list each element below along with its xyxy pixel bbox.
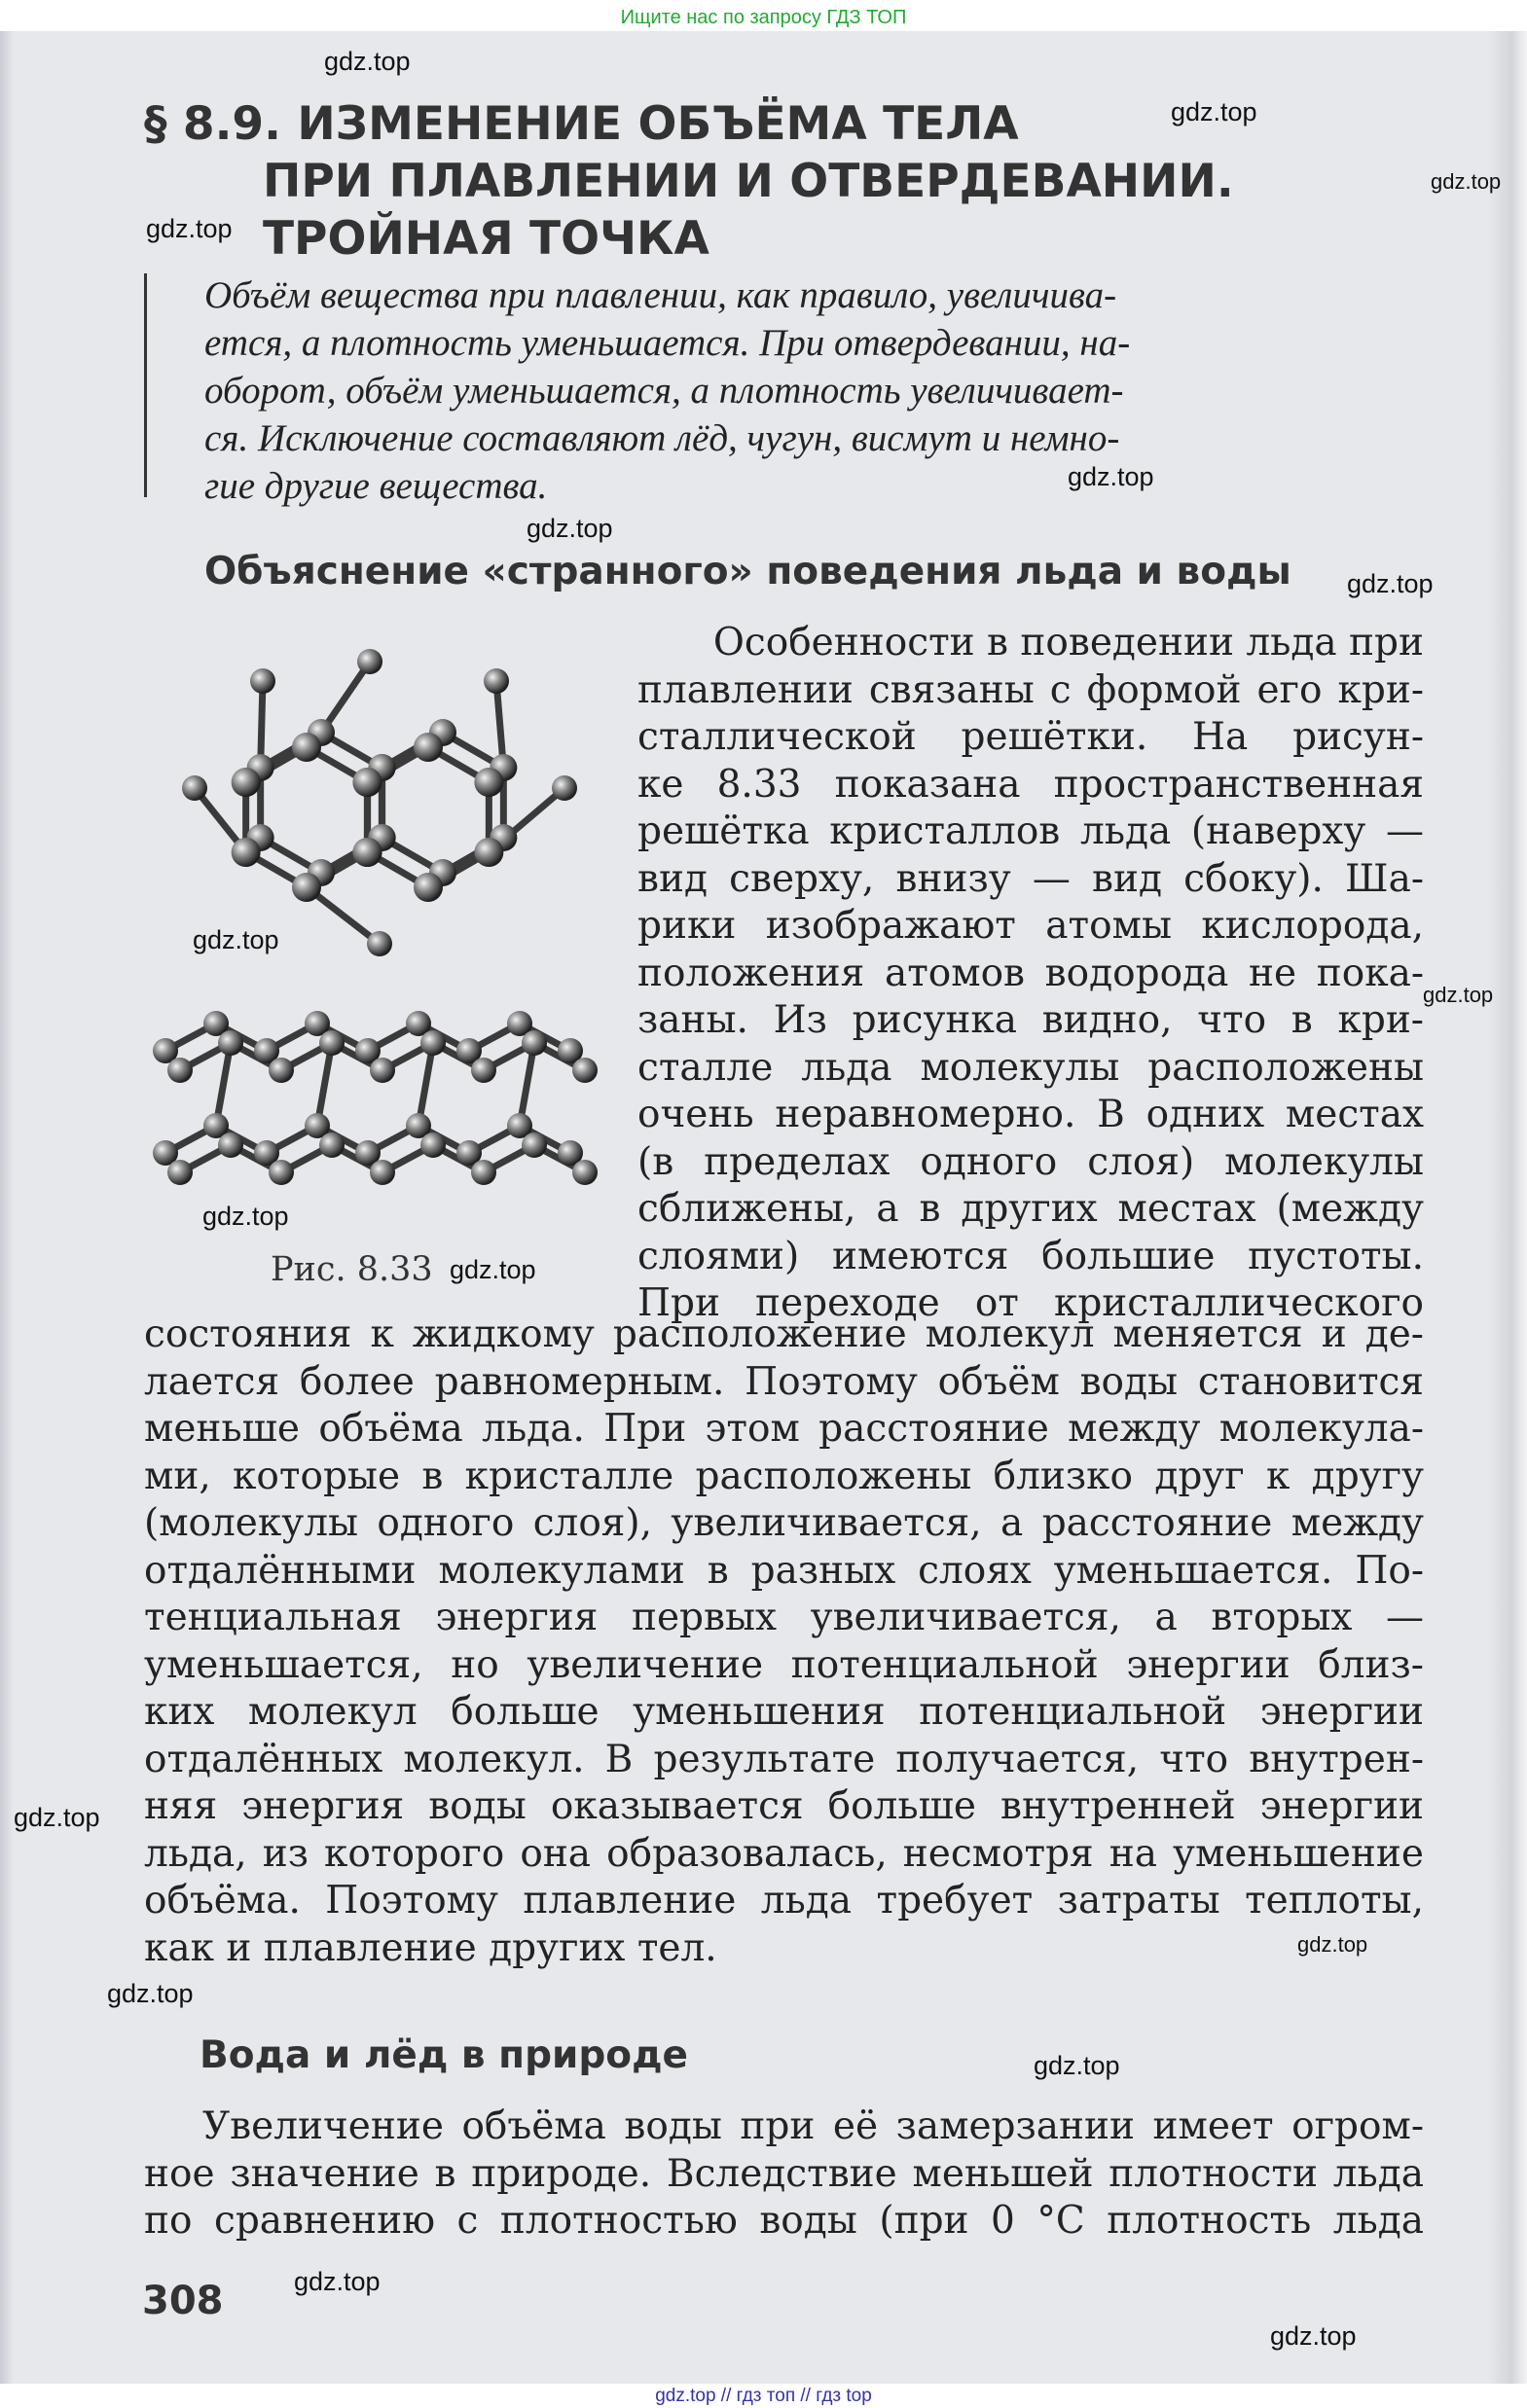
- oxygen-atom: [167, 1058, 193, 1083]
- text-line: сталлической решётки. На рисун-: [637, 715, 1424, 759]
- text-line: вид сверху, внизу — вид сбоку). Ша-: [637, 856, 1424, 901]
- oxygen-atom: [269, 1058, 294, 1083]
- figure-caption: Рис. 8.33: [271, 1250, 433, 1289]
- text-line: заны. Из рисунка видно, что в кри-: [637, 998, 1424, 1042]
- oxygen-atom: [167, 1160, 193, 1185]
- oxygen-atom: [182, 775, 207, 801]
- watermark[interactable]: gdz.top: [1068, 462, 1154, 491]
- heading-line: § 8.9. ИЗМЕНЕНИЕ ОБЪЁМА ТЕЛА: [144, 97, 1019, 151]
- nature-text: [144, 2103, 1424, 2246]
- oxygen-atom: [474, 768, 503, 797]
- oxygen-atom: [471, 1058, 496, 1083]
- main-text: [144, 1312, 1424, 1972]
- text-line: При переходе от кристаллического: [637, 1281, 1424, 1325]
- text-line: лается более равномерным. Поэтому объём воды становится: [144, 1359, 1424, 1404]
- oxygen-atom: [522, 1132, 547, 1158]
- oxygen-atom: [218, 1030, 243, 1056]
- oxygen-atom: [319, 1132, 345, 1158]
- intro-line: ется, а плотность уменьшается. При отвердевании, на-: [204, 322, 1131, 364]
- text-line: тенциальная энергия первых увеличивается, а вторых —: [144, 1596, 1424, 1639]
- intro-rule: [144, 271, 1429, 510]
- oxygen-atom: [357, 649, 382, 674]
- subsection-title-ice: Объяснение «странного» поведения льда и воды: [204, 550, 1291, 593]
- text-line: плавлении связаны с формой его кри-: [637, 667, 1424, 712]
- heading-line: ТРОЙНАЯ ТОЧКА: [263, 212, 709, 266]
- watermark[interactable]: gdz.top: [193, 925, 279, 954]
- watermark[interactable]: gdz.top: [450, 1255, 536, 1284]
- right-column-text: [637, 620, 1424, 1328]
- watermark[interactable]: gdz.top: [107, 1979, 194, 2008]
- text-line: объёма. Поэтому плавление льда требует затраты теплоты,: [144, 1879, 1424, 1923]
- oxygen-atom: [367, 931, 392, 956]
- text-line: как и плавление других тел.: [144, 1925, 717, 1970]
- watermark[interactable]: gdz.top: [294, 2267, 381, 2296]
- page-spine-shadow: [0, 31, 14, 2384]
- watermark[interactable]: gdz.top: [146, 214, 233, 243]
- text-line: ких молекул больше уменьшения потенциальной энергии: [144, 1690, 1424, 1734]
- text-line: меньше объёма льда. При этом расстояние между молекула-: [144, 1407, 1424, 1451]
- text-line: няя энергия воды оказывается больше внутренней энергии: [144, 1784, 1424, 1828]
- watermark[interactable]: gdz.top: [1297, 1932, 1368, 1957]
- oxygen-atom: [572, 1160, 598, 1185]
- text-line: уменьшается, но увеличение потенциальной энергии близ-: [144, 1642, 1424, 1687]
- oxygen-atom: [232, 768, 261, 797]
- subsection-title-nature: Вода и лёд в природе: [200, 2033, 689, 2077]
- intro-line: Объём вещества при плавлении, как правило, увеличива-: [204, 274, 1117, 316]
- oxygen-atom: [552, 775, 577, 801]
- bottom-banner[interactable]: gdz.top // гдз топ // гдз top: [655, 2386, 872, 2406]
- oxygen-atom: [370, 1058, 395, 1083]
- text-line: слоями) имеются большие пустоты.: [637, 1234, 1424, 1278]
- oxygen-atom: [370, 1160, 395, 1185]
- oxygen-atom: [471, 1160, 496, 1185]
- page-edge-shadow: [1488, 31, 1527, 2384]
- text-line: сближены, а в других местах (между: [637, 1187, 1424, 1231]
- oxygen-atom: [420, 1132, 446, 1158]
- oxygen-atom: [420, 1030, 446, 1056]
- text-line: Особенности в поведении льда при: [712, 621, 1424, 665]
- oxygen-atom: [522, 1030, 547, 1056]
- intro-line: ся. Исключение составляют лёд, чугун, висмут и немно-: [204, 417, 1120, 459]
- text-line: Увеличение объёма воды при её замерзании имеет огром-: [202, 2104, 1424, 2148]
- oxygen-atom: [319, 1030, 345, 1056]
- text-line: по сравнению с плотностью воды (при 0 °С плотность льда: [144, 2199, 1424, 2243]
- oxygen-atom: [414, 733, 443, 762]
- text-line: льда, из которого она образовалась, несмотря на уменьшение: [144, 1831, 1424, 1876]
- watermark[interactable]: gdz.top: [14, 1803, 100, 1832]
- text-line: рики изображают атомы кислорода,: [637, 904, 1424, 948]
- text-line: (молекулы одного слоя), увеличивается, а расстояние между: [144, 1501, 1424, 1545]
- text-line: отдалёнными молекулами в разных слоях уменьшается. По-: [144, 1548, 1424, 1593]
- oxygen-atom: [250, 668, 275, 694]
- oxygen-atom: [572, 1058, 598, 1083]
- watermark[interactable]: gdz.top: [1171, 97, 1257, 126]
- page-number: 308: [142, 2279, 224, 2323]
- watermark[interactable]: gdz.top: [324, 47, 411, 76]
- oxygen-atom: [474, 838, 503, 867]
- oxygen-atom: [414, 873, 443, 902]
- intro-line: оборот, объём уменьшается, а плотность увеличивает-: [204, 370, 1124, 412]
- intro-line: гие другие вещества.: [204, 465, 548, 507]
- top-banner[interactable]: Ищите нас по запросу ГДЗ ТОП: [620, 7, 907, 28]
- text-line: отдалённых молекул. В результате получается, что внутрен-: [144, 1737, 1424, 1781]
- oxygen-atom: [484, 668, 509, 694]
- heading-line: ПРИ ПЛАВЛЕНИИ И ОТВЕРДЕВАНИИ.: [263, 155, 1234, 208]
- text-line: состояния к жидкому расположение молекул меняется и де-: [144, 1312, 1424, 1356]
- text-line: ми, которые в кристалле расположены близко друг к другу: [144, 1454, 1424, 1498]
- watermark[interactable]: gdz.top: [527, 514, 613, 543]
- oxygen-atom: [292, 733, 321, 762]
- text-line: очень неравномерно. В одних местах: [637, 1093, 1424, 1136]
- oxygen-atom: [292, 873, 321, 902]
- watermark[interactable]: gdz.top: [1431, 169, 1502, 194]
- watermark[interactable]: gdz.top: [1270, 2321, 1357, 2351]
- oxygen-atom: [232, 838, 261, 867]
- oxygen-atom: [269, 1160, 294, 1185]
- oxygen-atom: [218, 1132, 243, 1158]
- watermark[interactable]: gdz.top: [1347, 569, 1434, 598]
- text-line: положения атомов водорода не пока-: [637, 951, 1424, 995]
- text-line: ное значение в природе. Вследствие меньшей плотности льда: [144, 2151, 1424, 2196]
- oxygen-atom: [353, 838, 382, 867]
- oxygen-atom: [353, 768, 382, 797]
- watermark[interactable]: gdz.top: [202, 1202, 289, 1231]
- text-line: (в пределах одного слоя) молекулы: [637, 1139, 1424, 1184]
- text-line: ке 8.33 показана пространственная: [637, 762, 1424, 807]
- watermark[interactable]: gdz.top: [1423, 983, 1494, 1007]
- text-line: решётка кристаллов льда (наверху —: [637, 809, 1424, 853]
- watermark[interactable]: gdz.top: [1034, 2051, 1120, 2080]
- text-line: сталле льда молекулы расположены: [637, 1045, 1424, 1090]
